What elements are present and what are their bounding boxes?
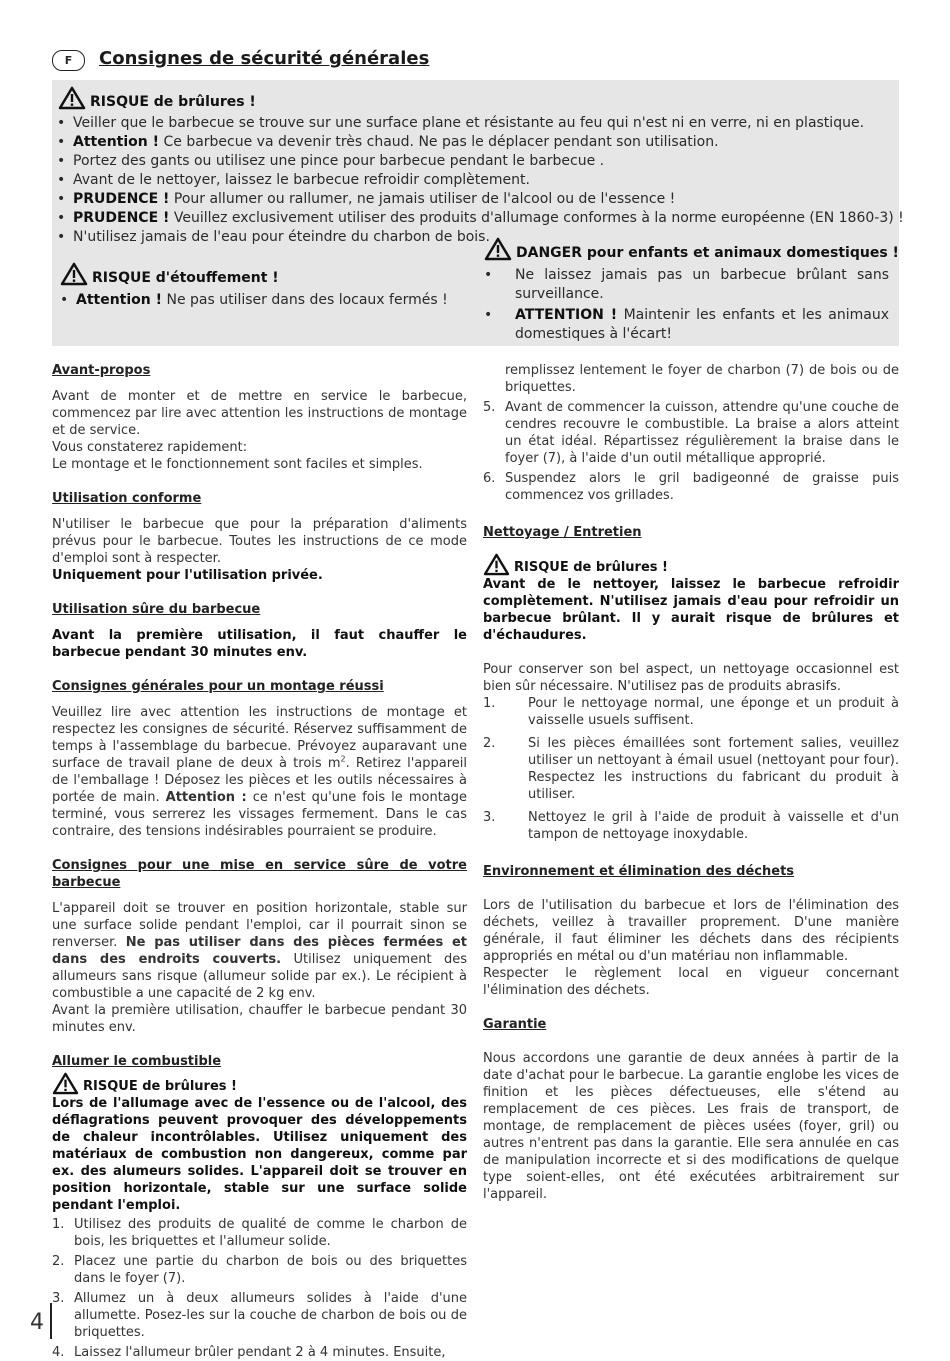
danger-item: • ATTENTION ! Maintenir les enfants et les animaux domestiques à l'écart! bbox=[484, 307, 889, 342]
section-heading: Utilisation conforme bbox=[52, 491, 202, 506]
danger-item: • Ne laissez jamais pas un barbecue brûlant sans surveillance. bbox=[484, 267, 889, 302]
warning-triangle-icon bbox=[52, 1072, 79, 1095]
section-heading: Allumer le combustible bbox=[52, 1054, 222, 1069]
warning-triangle-icon bbox=[60, 262, 88, 286]
burn-item: • PRUDENCE ! Pour allumer ou rallumer, ne jamais utiliser de l'alcool ou de l'essence ! bbox=[57, 191, 676, 207]
section-heading: Environnement et élimination des déchets bbox=[483, 864, 795, 879]
paragraph: N'utiliser le barbecue que pour la préparation d'aliments prévus pour le barbecue. Toutes les instructions de ce mode d'emploi sont à respecter. bbox=[52, 517, 467, 566]
suffocation-warning-heading bbox=[60, 262, 279, 286]
nett-warning-heading: RISQUE de brûlures ! bbox=[483, 553, 899, 576]
right-column bbox=[483, 362, 899, 1203]
section-heading: Consignes pour une mise en service sûre de votre barbecue bbox=[52, 858, 467, 890]
burn-item: • Portez des gants ou utilisez une pince pour barbecue pendant le barbecue . bbox=[57, 153, 605, 169]
burn-warning-heading bbox=[58, 86, 256, 110]
suffocation-warning-title: RISQUE d'étouffement ! bbox=[92, 270, 279, 286]
suffocation-item: • Attention ! Ne pas utiliser dans des locaux fermés ! bbox=[60, 292, 448, 308]
section-heading: Consignes générales pour un montage réussi bbox=[52, 679, 384, 694]
paragraph: Nous accordons une garantie de deux années à partir de la date d'achat pour le barbecue. La garantie englobe les vices de finition et les pièces défectueuses, elle s'étend au remplacement de ces pièces. Les frais de transport, de montage, de remplacement de pièces usées (foyer, gril) ou autres n'entrent pas dans la garantie. Elle sera annulée en cas de manipulation incorrecte et si des modifications de quelque type soient-elles, ont été exécutées arbitrairement sur l'appareil. bbox=[483, 1051, 899, 1202]
paragraph-bold: Lors de l'allumage avec de l'essence ou de l'alcool, des déflagrations peuvent provoquer des développements de chaleur incontrôlables. Utilisez uniquement des matériaux de combustion non dangereux, comme par ex. des alumeurs solides. L'appareil doit se trouver en position horizontale, stable sur une surface solide pendant l'emploi. bbox=[52, 1096, 467, 1213]
list-item: 4. Laissez l'allumeur brûler pendant 2 à 4 minutes. Ensuite, bbox=[52, 1345, 446, 1360]
section-heading: Utilisation sûre du barbecue bbox=[52, 602, 261, 617]
section-heading: Nettoyage / Entretien bbox=[483, 525, 642, 540]
paragraph: Veuillez lire avec attention les instructions de montage et respectez les consignes de sécurité. Réservez suffisamment de temps à l'assemblage du barbecue. Prévoyez auparavant une surface de travail plane de deux à trois $m^2$. Retirez l'appareil de l'emballage ! Déposez les pièces et les outils nécessaires à portée de main. Attention : ce n'est qu'une fois le montage terminé, vous serrerez les vissages fermement. Dans le cas contraire, des tensions indésirables pourraient se produire. bbox=[52, 705, 468, 839]
list-item: 1. Utilisez des produits de qualité de comme le charbon de bois, les briquettes et l'allumeur solide. bbox=[52, 1217, 467, 1249]
paragraph: L'appareil doit se trouver en position horizontale, stable sur une surface solide pendant l'emploi, car il pourrait sinon se renverser. Ne pas utiliser dans des pièces fermées et dans des endroits couverts. Utilisez uniquement des allumeurs sans risque (allumeur solide par ex.). Le récipient à combustible a une capacité de 2 kg env. bbox=[52, 901, 468, 1001]
language-badge: F bbox=[52, 50, 85, 71]
page-number-divider bbox=[50, 1303, 52, 1339]
paragraph: Avant de monter et de mettre en service le barbecue, commencez par lire avec attention les instructions de montage et de service. bbox=[52, 389, 467, 438]
burn-item: • Avant de le nettoyer, laissez le barbecue refroidir complètement. bbox=[57, 172, 530, 188]
paragraph: remplissez lentement le foyer de charbon (7) de bois ou de briquettes. bbox=[505, 363, 899, 395]
danger-warning-heading bbox=[484, 237, 899, 261]
section-heading: Avant-propos bbox=[52, 363, 151, 378]
paragraph: Lors de l'utilisation du barbecue et lors de l'élimination des déchets, veillez à travailler proprement. D'une manière générale, il faut éliminer les déchets dans des récipients appropriés en métal ou d'un matériau non inflammable. bbox=[483, 898, 899, 964]
warning-triangle-icon bbox=[484, 237, 512, 261]
paragraph: Le montage et le fonctionnement sont faciles et simples. bbox=[52, 457, 423, 472]
burn-item: • Attention ! Ce barbecue va devenir très chaud. Ne pas le déplacer pendant son utilisation. bbox=[57, 134, 719, 150]
burn-item: • PRUDENCE ! Veuillez exclusivement utiliser des produits d'allumage conformes à la norme européenne (EN 1860-3) ! bbox=[57, 210, 904, 226]
paragraph-bold: Uniquement pour l'utilisation privée. bbox=[52, 568, 323, 583]
list-item: 2. Si les pièces émaillées sont fortement salies, veuillez utiliser un nettoyant à émail usuel (nettoyant pour four). Respectez les instructions du fabricant du produit à utiliser. bbox=[483, 736, 899, 802]
warning-triangle-icon bbox=[58, 86, 86, 110]
left-column bbox=[52, 362, 467, 1361]
page-number: 4 bbox=[30, 1310, 44, 1335]
list-item: 3. Nettoyez le gril à l'aide de produit à vaisselle et d'un tampon de nettoyage inoxydable. bbox=[483, 810, 899, 842]
list-item: 2. Placez une partie du charbon de bois ou des briquettes dans le foyer (7). bbox=[52, 1254, 467, 1286]
list-item: 1. Pour le nettoyage normal, une éponge et un produit à vaisselle usuels suffisent. bbox=[483, 696, 899, 728]
allumer-warning-heading: RISQUE de brûlures ! bbox=[52, 1072, 467, 1095]
list-item: 6. Suspendez alors le gril badigeonné de graisse puis commencez vos grillades. bbox=[483, 471, 899, 503]
paragraph-bold: Avant de le nettoyer, laissez le barbecue refroidir complètement. N'utilisez jamais d'eau pour refroidir un barbecue brûlant. Il y aurait risque de brûlures et d'échaudures. bbox=[483, 577, 899, 643]
paragraph: Pour conserver son bel aspect, un nettoyage occasionnel est bien sûr nécessaire. N'utilisez pas de produits abrasifs. bbox=[483, 662, 899, 694]
burn-item: • N'utilisez jamais de l'eau pour éteindre du charbon de bois. bbox=[57, 229, 490, 245]
section-heading: Garantie bbox=[483, 1017, 547, 1032]
list-item: 3. Allumez un à deux allumeurs solides à l'aide d'une allumette. Posez-les sur la couche de charbon de bois ou de briquettes. bbox=[52, 1291, 467, 1340]
burn-warning-title: RISQUE de brûlures ! bbox=[90, 94, 256, 110]
paragraph: Avant la première utilisation, chauffer le barbecue pendant 30 minutes env. bbox=[52, 1003, 467, 1035]
danger-warning-title: DANGER pour enfants et animaux domestiques ! bbox=[516, 245, 899, 261]
list-item: 5. Avant de commencer la cuisson, attendre qu'une couche de cendres recouvre le combustible. La braise a alors atteint un état idéal. Répartissez régulièrement la braise dans le foyer (7), à l'aide d'un outil métallique approprié. bbox=[483, 400, 899, 466]
paragraph: Respecter le règlement local en vigueur concernant l'élimination des déchets. bbox=[483, 966, 899, 998]
paragraph-bold: Avant la première utilisation, il faut chauffer le barbecue pendant 30 minutes env. bbox=[52, 628, 467, 660]
warning-triangle-icon bbox=[483, 553, 510, 576]
paragraph: Vous constaterez rapidement: bbox=[52, 440, 248, 455]
page-title: Consignes de sécurité générales bbox=[99, 48, 430, 69]
burn-item: • Veiller que le barbecue se trouve sur une surface plane et résistante au feu qui n'est ni en verre, ni en plastique. bbox=[57, 115, 865, 131]
